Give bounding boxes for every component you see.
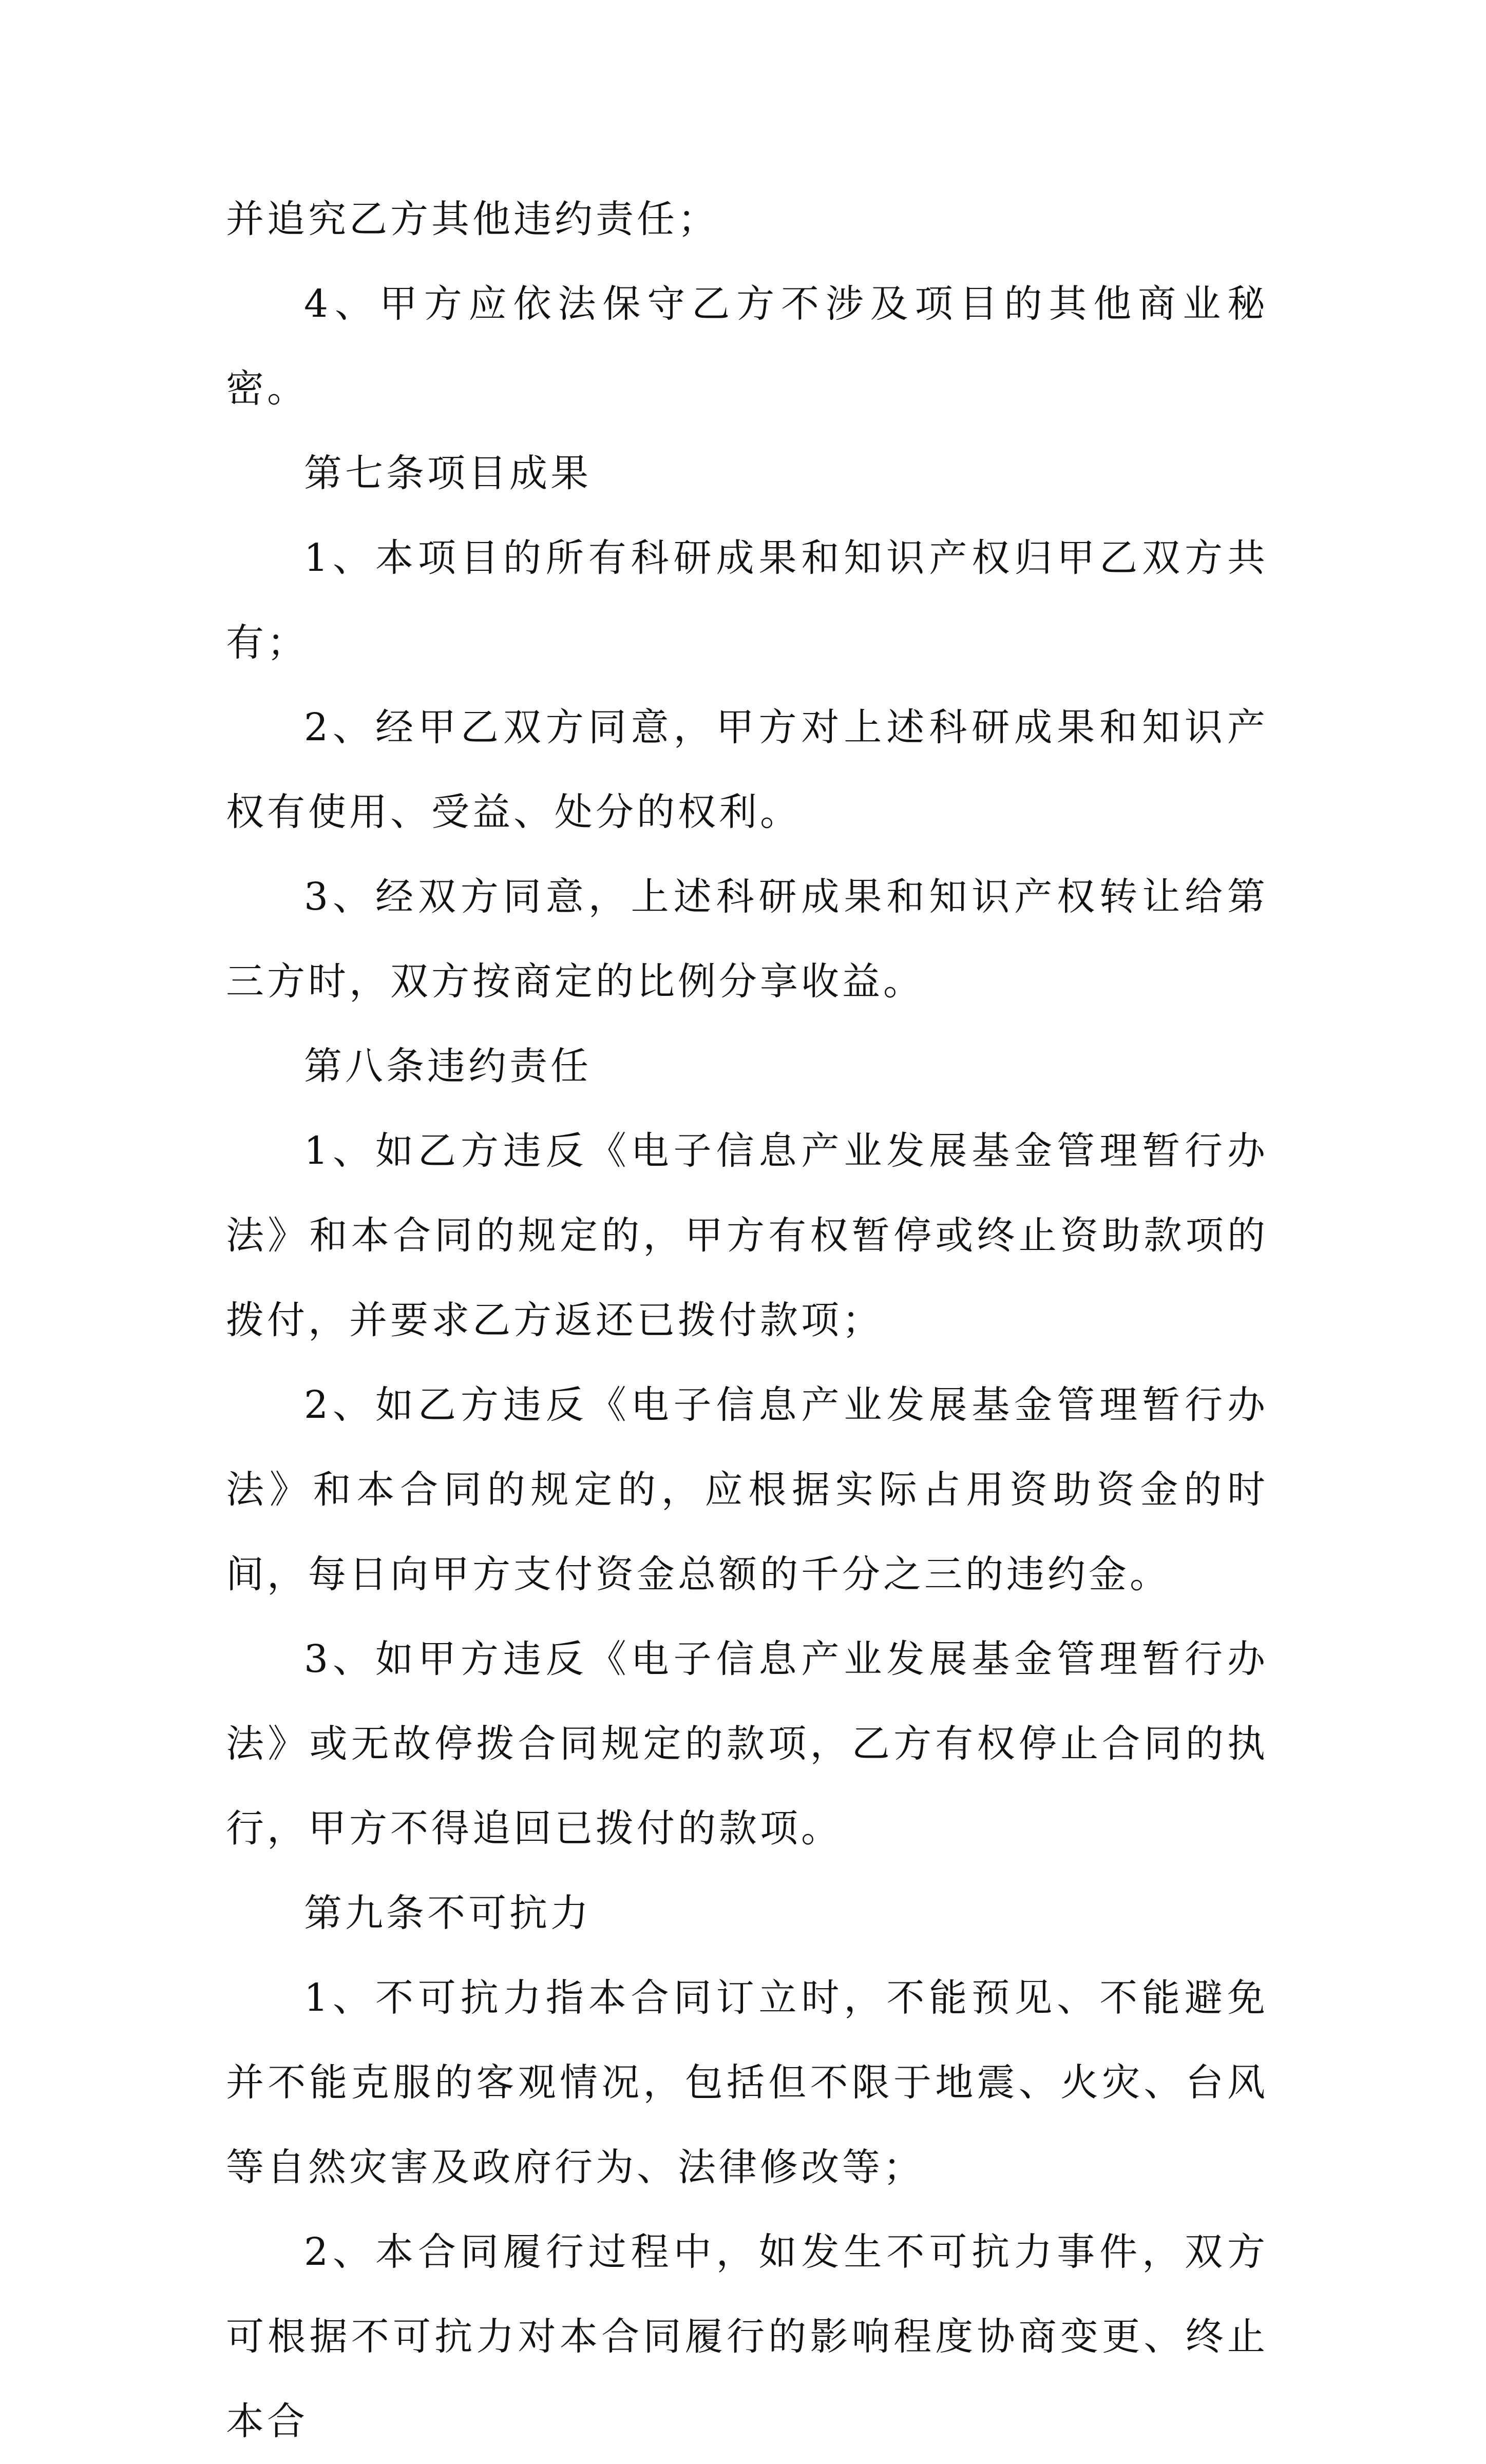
- article-7-clause-2: 2、经甲乙双方同意，甲方对上述科研成果和知识产权有使用、受益、处分的权利。: [226, 705, 1268, 834]
- article-7-clause-3: 3、经双方同意，上述科研成果和知识产权转让给第三方时，双方按商定的比例分享收益。: [226, 875, 1268, 1004]
- article-8-clause-2: 2、如乙方违反《电子信息产业发展基金管理暂行办法》和本合同的规定的，应根据实际占用资助资金的时间，每日向甲方支付资金总额的千分之三的违约金。: [226, 1383, 1268, 1596]
- article-9-clause-1: 1、不可抗力指本合同订立时，不能预见、不能避免并不能克服的客观情况，包括但不限于地震、火灾、台风等自然灾害及政府行为、法律修改等；: [226, 1976, 1268, 2189]
- document-body: [226, 177, 1268, 2464]
- paragraph-continuation: 并追究乙方其他违约责任；: [226, 197, 719, 241]
- article-8-heading: 第八条违约责任: [304, 1044, 592, 1088]
- article-7-clause-1: 1、本项目的所有科研成果和知识产权归甲乙双方共有；: [226, 536, 1268, 665]
- article-9-heading: 第九条不可抗力: [304, 1891, 592, 1935]
- paragraph-confidentiality: 4、甲方应依法保守乙方不涉及项目的其他商业秘密。: [226, 282, 1268, 411]
- article-8-clause-1: 1、如乙方违反《电子信息产业发展基金管理暂行办法》和本合同的规定的，甲方有权暂停或终止资助款项的拨付，并要求乙方返还已拨付款项；: [226, 1129, 1268, 1342]
- article-9-clause-2: 2、本合同履行过程中，如发生不可抗力事件，双方可根据不可抗力对本合同履行的影响程度协商变更、终止本合: [226, 2230, 1268, 2443]
- article-8-clause-3: 3、如甲方违反《电子信息产业发展基金管理暂行办法》或无故停拨合同规定的款项，乙方有权停止合同的执行，甲方不得追回已拨付的款项。: [226, 1637, 1268, 1851]
- article-7-heading: 第七条项目成果: [304, 451, 592, 495]
